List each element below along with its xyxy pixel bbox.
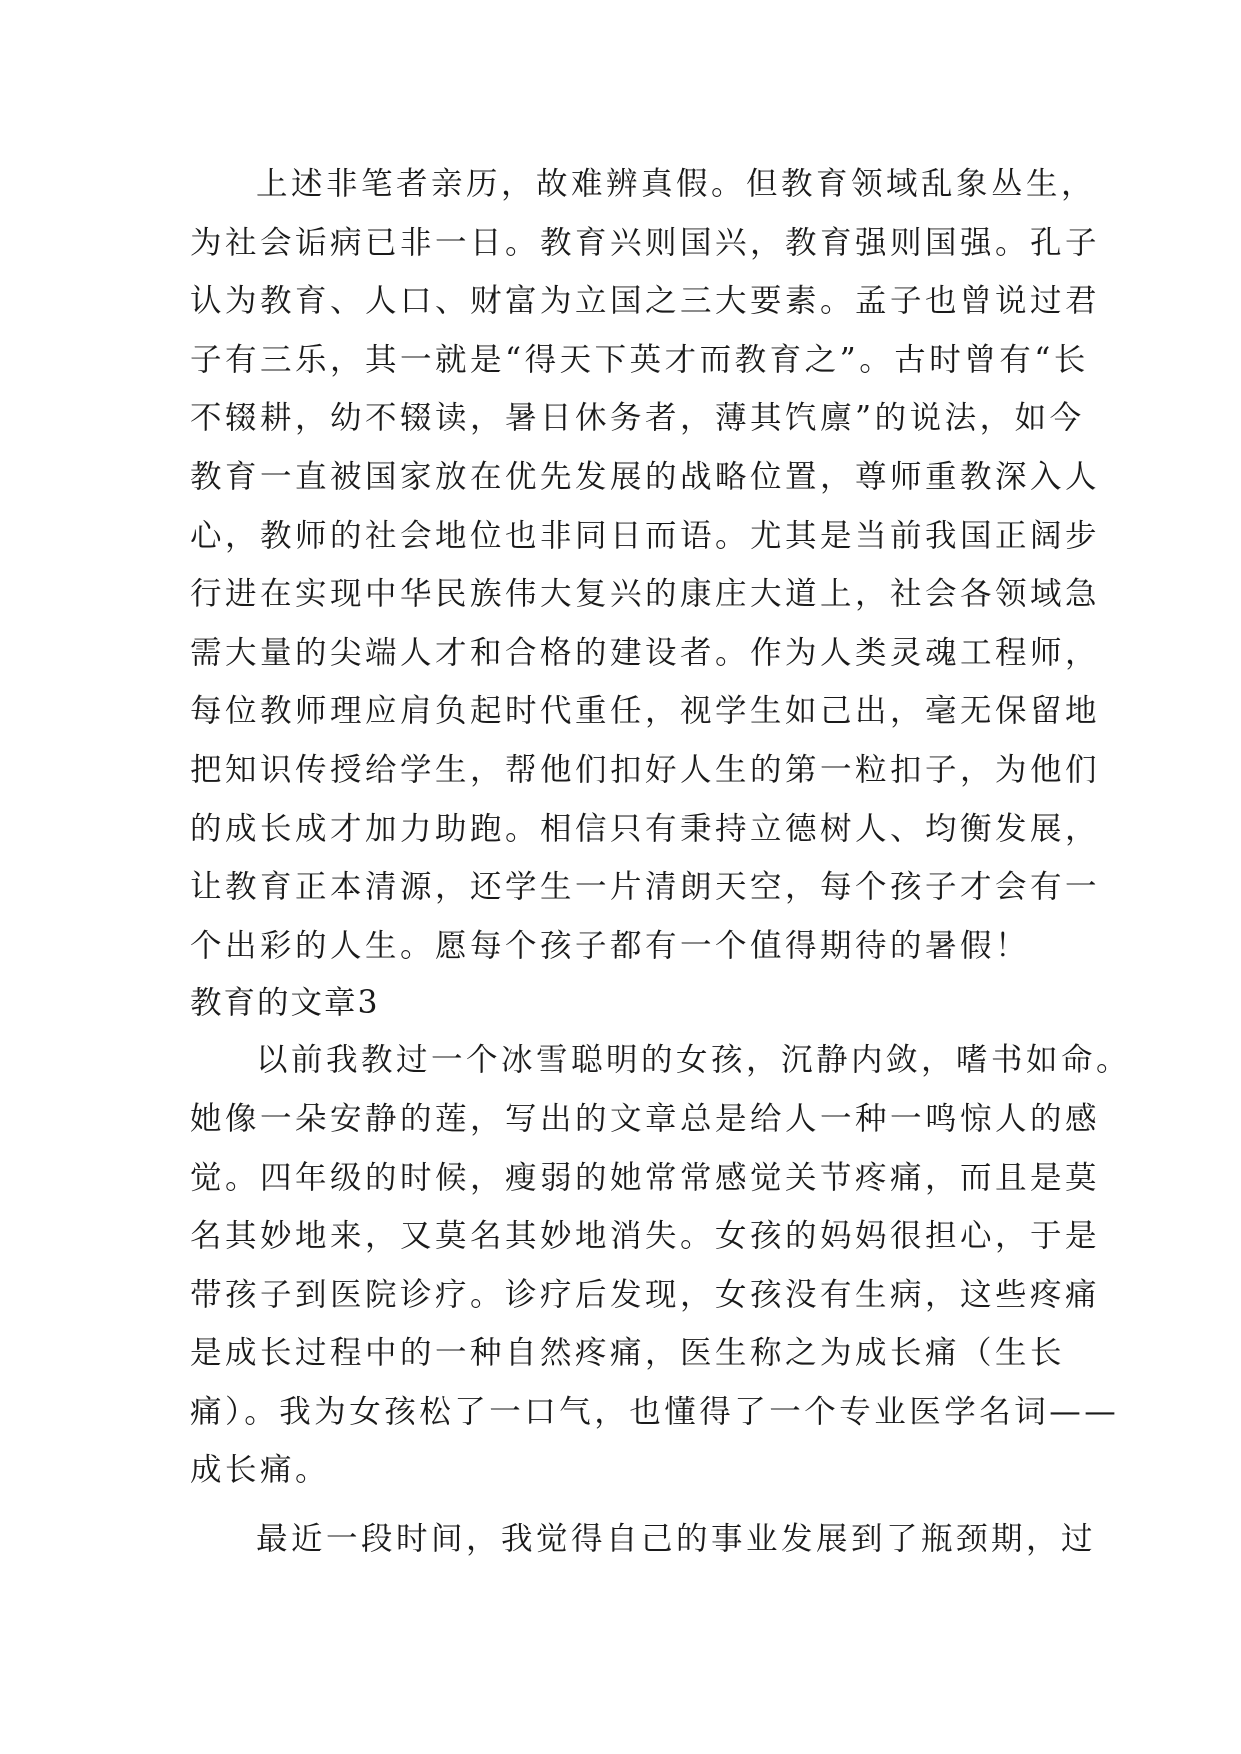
text-line: 行进在实现中华民族伟大复兴的康庄大道上，社会各领域急 (190, 576, 1101, 613)
text-line: 把知识传授给学生，帮他们扣好人生的第一粒扣子，为他们 (190, 751, 1101, 788)
text-line: 心，教师的社会地位也非同日而语。尤其是当前我国正阔步 (190, 517, 1101, 554)
paragraph (190, 1510, 1097, 1569)
text-line: 每位教师理应肩负起时代重任，视学生如己出，毫无保留地 (190, 693, 1101, 730)
text-line: 不辍耕，幼不辍读，暑日休务者，薄其饩廪”的说法，如今 (190, 400, 1085, 437)
text-line: 为社会诟病已非一日。教育兴则国兴，教育强则国强。孔子 (190, 224, 1101, 261)
document-page (190, 155, 1132, 1569)
paragraph (190, 1031, 1132, 1500)
text-line: 让教育正本清源，还学生一片清朗天空，每个孩子才会有一 (190, 869, 1101, 906)
text-line: 个出彩的人生。愿每个孩子都有一个值得期待的暑假！ (190, 927, 1031, 964)
text-line: 成长痛。 (190, 1452, 331, 1489)
text-line: 带孩子到医院诊疗。诊疗后发现，女孩没有生病，这些疼痛 (190, 1276, 1101, 1313)
text-line: 的成长成才加力助跑。相信只有秉持立德树人、均衡发展， (190, 810, 1101, 847)
text-line: 以前我教过一个冰雪聪明的女孩，沉静内敛，嗜书如命。 (256, 1042, 1132, 1079)
text-line: 认为教育、人口、财富为立国之三大要素。孟子也曾说过君 (190, 283, 1101, 320)
text-line: 她像一朵安静的莲，写出的文章总是给人一种一鸣惊人的感 (190, 1100, 1101, 1137)
paragraph (190, 155, 1101, 975)
text-line: 需大量的尖端人才和合格的建设者。作为人类灵魂工程师， (190, 634, 1101, 671)
text-line: 是成长过程中的一种自然疼痛，医生称之为成长痛（生长 (190, 1335, 1066, 1372)
text-line: 上述非笔者亲历，故难辨真假。但教育领域乱象丛生， (256, 166, 1097, 202)
text-line: 觉。四年级的时候，瘦弱的她常常感觉关节疼痛，而且是莫 (190, 1159, 1101, 1196)
text-line: 最近一段时间，我觉得自己的事业发展到了瓶颈期，过 (256, 1521, 1097, 1558)
text-line: 子有三乐，其一就是“得天下英才而教育之”。古时曾有“长 (190, 341, 1089, 378)
text-line: 名其妙地来，又莫名其妙地消失。女孩的妈妈很担心，于是 (190, 1218, 1101, 1255)
section-heading: 教育的文章3 (190, 985, 380, 1022)
paragraph-gap (190, 1500, 1050, 1510)
text-line: 痛）。我为女孩松了一口气，也懂得了一个专业医学名词—— (190, 1393, 1120, 1430)
text-line: 教育一直被国家放在优先发展的战略位置，尊师重教深入人 (190, 458, 1101, 495)
